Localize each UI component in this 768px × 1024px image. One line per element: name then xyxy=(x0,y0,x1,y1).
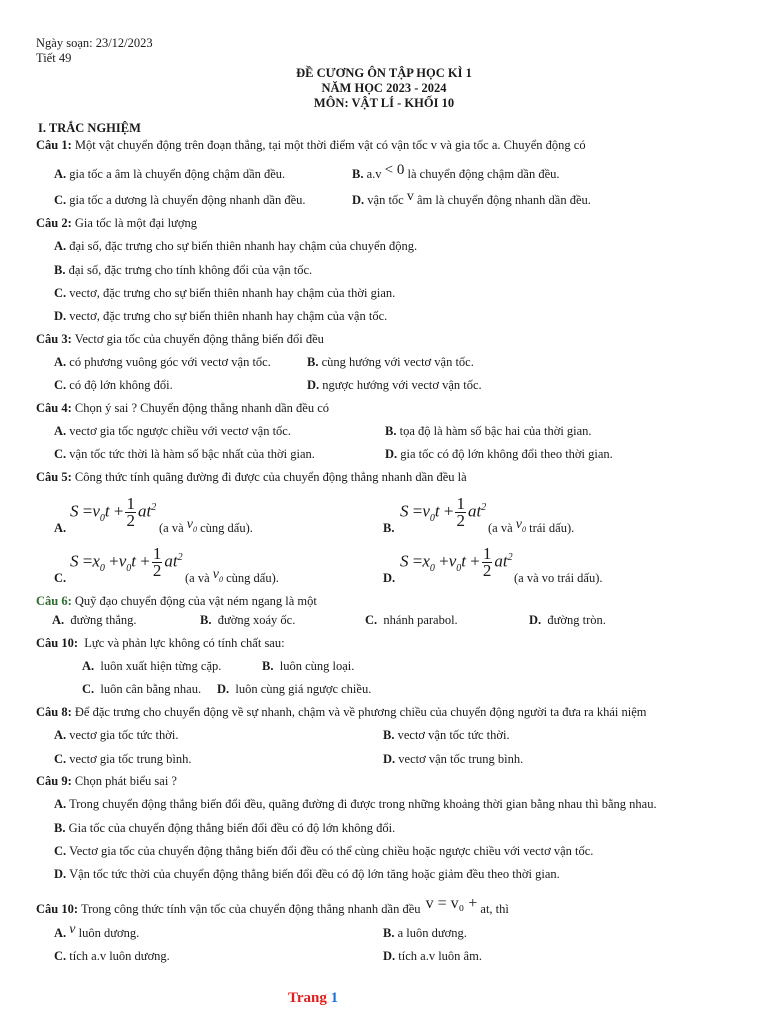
option-9d: D. Vận tốc tức thời của chuyển động thẳng biến đổi đều có độ lớn tăng hoặc giảm đều theo thời gian. xyxy=(54,867,560,881)
option-3b: B. cùng hướng với vectơ vận tốc. xyxy=(307,355,474,369)
subject-line: MÔN: VẬT LÍ - KHỐI 10 xyxy=(313,96,455,110)
doc-title: ĐỀ CƯƠNG ÔN TẬP HỌC KÌ 1 xyxy=(296,66,472,80)
section-heading: I. TRẮC NGHIỆM xyxy=(38,121,141,135)
option-3a: A. có phương vuông góc với vectơ vận tốc. xyxy=(54,355,271,369)
option-2a: A. đại số, đặc trưng cho sự biến thiên nhanh hay chậm của chuyển động. xyxy=(54,239,418,253)
question-10: Câu 10: Trong công thức tính vận tốc của chuyển động thẳng nhanh dần đều v = v₀ + at, thì xyxy=(36,895,509,916)
option-8c: C. vectơ gia tốc trung bình. xyxy=(54,752,192,766)
option-5a-label: A. xyxy=(54,521,67,535)
option-4b: B. tọa độ là hàm số bậc hai của thời gian. xyxy=(385,424,592,438)
math-symbol: v xyxy=(406,189,414,204)
formula-5b: $S =v_0t$ + $\frac{1}{2}$ $at^2$ xyxy=(400,494,487,530)
question-5: Câu 5: Công thức tính quãng đường đi được của chuyển động thẳng nhanh dần đều là xyxy=(36,470,467,484)
formula-5d: $S =x_0 +v_0t$ + $\frac{1}{2}$ $at^2$ xyxy=(400,544,513,580)
question-6: Câu 6: Quỹ đạo chuyển động của vật ném ngang là một xyxy=(36,594,317,608)
option-10d: D. tích a.v luôn âm. xyxy=(383,949,482,963)
question-label: Câu 1: xyxy=(36,138,72,152)
option-5a-note: (a và $v_0$ cùng dấu). xyxy=(159,517,253,535)
question-4: Câu 4: Chọn ý sai ? Chuyển động thẳng nhanh dần đều có xyxy=(36,401,330,415)
math-symbol: < 0 xyxy=(384,162,405,178)
option-10a: A. v luôn dương. xyxy=(54,922,140,940)
option-4a: A. vectơ gia tốc ngược chiều với vectơ vận tốc. xyxy=(54,424,291,438)
math-symbol: $v_0$ xyxy=(212,567,223,584)
math-symbol: $v_0$ xyxy=(186,517,197,534)
page-word: Trang xyxy=(288,990,327,1006)
question-8: Câu 8: Để đặc trưng cho chuyển động về sự nhanh, chậm và về phương chiều của chuyển động người ta đưa ra khái niệm xyxy=(36,705,647,719)
option-10b: B. a luôn dương. xyxy=(383,926,467,940)
question-text: Một vật chuyển động trên đoạn thẳng, tại một thời điểm vật có vận tốc v và gia tốc a. Chuyển động có xyxy=(74,138,586,152)
option-4c: C. vận tốc tức thời là hàm số bậc nhất của thời gian. xyxy=(54,447,315,461)
option-7b: B. luôn cùng loại. xyxy=(262,659,355,673)
option-5c-note: (a và $v_0$ cùng dấu). xyxy=(185,567,279,585)
option-7d: D. luôn cùng giá ngược chiều. xyxy=(217,682,372,696)
option-9b: B. Gia tốc của chuyển động thẳng biến đổi đều có độ lớn không đổi. xyxy=(54,821,396,835)
question-3: Câu 3: Vectơ gia tốc của chuyển động thẳng biến đổi đều xyxy=(36,332,324,346)
formula-5c: $S =x_0 +v_0t$ + $\frac{1}{2}$ $at^2$ xyxy=(70,544,183,580)
option-2d: D. vectơ, đặc trưng cho sự biến thiên nhanh hay chậm của vận tốc. xyxy=(54,309,388,323)
option-5b-label: B. xyxy=(383,521,395,535)
option-8b: B. vectơ vận tốc tức thời. xyxy=(383,728,510,742)
option-9a: A. Trong chuyển động thẳng biến đổi đều, quãng đường đi được trong những khoảng thời gian bằng nhau thì bằng nhau. xyxy=(54,797,657,811)
option-6a: A. đường thẳng. xyxy=(52,613,137,627)
option-5d-label: D. xyxy=(383,571,396,585)
question-9: Câu 9: Chọn phát biểu sai ? xyxy=(36,774,177,788)
option-4d: D. gia tốc có độ lớn không đổi theo thời gian. xyxy=(385,447,613,461)
option-8d: D. vectơ vận tốc trung bình. xyxy=(383,752,524,766)
formula-5a: $S =v_0t$ + $\frac{1}{2}$ $at^2$ xyxy=(70,494,157,530)
option-10c: C. tích a.v luôn dương. xyxy=(54,949,170,963)
option-2c: C. vectơ, đặc trưng cho sự biến thiên nhanh hay chậm của thời gian. xyxy=(54,286,396,300)
option-6d: D. đường tròn. xyxy=(529,613,606,627)
option-5d-note: (a và vo trái dấu). xyxy=(514,571,603,585)
option-7c: C. luôn cân bằng nhau. xyxy=(82,682,202,696)
math-symbol: v xyxy=(69,922,76,937)
option-7a: A. luôn xuất hiện từng cặp. xyxy=(82,659,222,673)
option-5c-label: C. xyxy=(54,571,67,585)
page-number: 1 xyxy=(330,990,339,1006)
option-5b-note: (a và $v_0$ trái dấu). xyxy=(488,517,575,535)
option-6b: B. đường xoáy ốc. xyxy=(200,613,296,627)
velocity-formula: v = v₀ + xyxy=(425,895,478,912)
option-6c: C. nhánh parabol. xyxy=(365,613,458,627)
option-2b: B. đại số, đặc trưng cho tính không đổi của vận tốc. xyxy=(54,263,313,277)
option-1a: A. gia tốc a âm là chuyển động chậm dần đều. xyxy=(54,167,286,181)
date-line: Ngày soạn: 23/12/2023 xyxy=(36,36,153,50)
lesson-line: Tiết 49 xyxy=(36,51,72,65)
question-2: Câu 2: Gia tốc là một đại lượng xyxy=(36,216,197,230)
option-3d: D. ngược hướng với vectơ vận tốc. xyxy=(307,378,482,392)
question-7: Câu 10: Lực và phản lực không có tính chất sau: xyxy=(36,636,285,650)
option-9c: C. Vectơ gia tốc của chuyển động thẳng biến đổi đều có thể cùng chiều hoặc ngược chiều với vectơ vận tốc. xyxy=(54,844,594,858)
option-1d: D. vận tốc v âm là chuyển động nhanh dần đều. xyxy=(352,189,591,207)
option-1b: B. a.v < 0 là chuyển động chậm dần đều. xyxy=(352,162,560,181)
question-1 xyxy=(36,138,586,153)
option-8a: A. vectơ gia tốc tức thời. xyxy=(54,728,179,742)
page-footer xyxy=(288,990,338,1007)
school-year: NĂM HỌC 2023 - 2024 xyxy=(321,81,447,95)
math-symbol: $v_0$ xyxy=(515,517,526,534)
option-3c: C. có độ lớn không đổi. xyxy=(54,378,173,392)
option-1c: C. gia tốc a dương là chuyển động nhanh dần đều. xyxy=(54,193,306,207)
